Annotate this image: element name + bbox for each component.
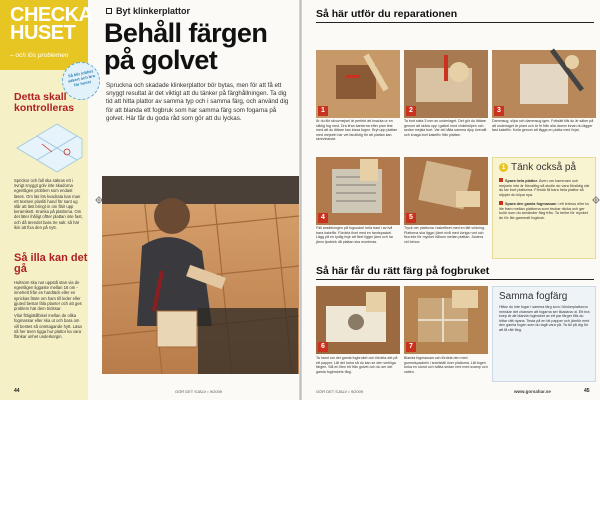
brand-subtitle: – och lös problemen	[10, 52, 69, 59]
step-number: 2	[406, 106, 416, 116]
sidebar-para: Hultsom ska nar uppstå stan via de egentligen liggaste mellan 18 om - innehett från en hardtäck eller en sprickas fäste om ham till leder eller gjuted bestar fäla planter och att ges problem här dem tridssar.	[14, 280, 82, 312]
sidebar-para: Sprickor och fall ska säkras ett i övrigt snyggt golv inte skadorna egentligen problem som endast läses. Om läs lös kvadrata kan man ett textsen plusliti hand för sant ug slår att läst bringt in om fläir upp keramikett. Kranka på plattorna. Om det läter ihåligt oftter plattan inte fast, och då ärendet bara tre sak: så här ikin att fixa den på nytt.	[14, 178, 83, 230]
step-photo-5	[404, 157, 488, 225]
samma-title: Samma fogfärg	[499, 291, 568, 302]
samma-text: Hittar du inte fogar i samma färg som i klinkerplattorna minskar det chansen att fogarna ser likadana ut. Ett bra knep är att blanda fogbruket av ett par färger tills du hittar rätt nyans. Testa på en bit papper och jämför med den gamla fogen som du tagit vara på. Ta tid på dig för att få rätt färg.	[499, 305, 590, 332]
crop-mark-icon	[95, 196, 103, 204]
photo-caption	[306, 494, 376, 522]
section-title-color: Så här får du rätt färg på fogbruket	[316, 265, 490, 277]
brand-block	[0, 0, 93, 70]
footer-code-right: GÖR DET SJÄLV • 9/2009	[316, 389, 364, 394]
step-text-3: Dammsug, slipa och dammsug igen. Fottsätt tills du är säker på att underlaget är plant och är fri från alla damm innan du lägger fast kakelfix. Kolla genom att lägga en platta med linjal.	[492, 119, 594, 132]
section-rule	[316, 22, 594, 23]
sidebar-heading-problems: Så illa kan det gå	[14, 252, 88, 275]
tip-item-text: Även om hammarn och mejseln inte är förvaltbg så skulle du vara försiktig när du tar bort plattorna. Försök få bara hela plattor så slipper du köpa nya.	[499, 179, 590, 198]
step-number: 1	[318, 106, 328, 116]
step-text-4: Fäll ansiktningen på fogsockel hela trast i av två bara kakelfix. Fördela fixet med en tandspackel. Lägg på en tydlig linje att fixet ligger jämt och ha jämn tjocklek då plattan ska monteras.	[316, 226, 393, 244]
photo-caption-text: är bra verktyg när du mest ska ta bort fogarna runt plattan. När fogen är borta lossar du plattan med hammaren och mejsel eller i värsta fall slår sönder den och rensar upp bitarna.	[306, 498, 372, 521]
page-number-left: 44	[14, 388, 20, 394]
sidebar-body-problems	[14, 280, 84, 380]
footer-code-left: GÖR DET SJÄLV • 9/2009	[175, 389, 223, 394]
step-number: 3	[494, 106, 504, 116]
tip-title: Tänk också på	[511, 162, 577, 173]
step-photo-1	[316, 50, 400, 118]
step-photo-2	[404, 50, 488, 118]
step-number: 4	[318, 213, 328, 223]
tip-item	[499, 178, 591, 198]
article-headline: Behåll färgen på golvet	[104, 18, 268, 75]
step-number: 5	[406, 213, 416, 223]
tip-box	[492, 157, 596, 259]
worker-photo-illustration	[102, 176, 299, 374]
step-number: 7	[406, 342, 416, 352]
tip-item	[499, 201, 591, 221]
checkbox-icon	[106, 8, 112, 14]
step-number: 6	[318, 342, 328, 352]
step-text-1: Är du likt skruvmejsel är perfekt att knacka ur en sliktig fog med. Dra ifran kanterna efter plan fest med att du lättare kan lossa fogen. Bryt upp plattan med mejseln har vet faroliktig för att plattan kan skrevinande.	[316, 119, 398, 141]
category-label: Byt klinkerplattor	[116, 6, 191, 16]
left-sidebar	[0, 0, 93, 400]
bullet-icon	[499, 178, 503, 182]
section-title-repair: Så här utför du reparationen	[316, 8, 458, 20]
step-text-7: Blanda fogmassan och fördela den med gummispackeln i snedställ över plattorna. Låt fogen torka en stund och tvätta sedan rent med svamp och vatten.	[404, 356, 488, 374]
bullet-icon	[499, 201, 503, 205]
step-text-2: Ta bort sista 3 mm av underlaget. Det gör du lättare genom att skära upp i gatkel med vinkelslipen och sedan mejsla bort. Var att hålla samma djup överallt och knaga bort kakelfix från plattan.	[404, 119, 487, 137]
brand-line-2: HUSET	[10, 22, 76, 44]
article-lede: Spruckna och skadade klinkerplattor bör bytas, men för att få ett snyggt resultat är det viktigt att du tänker på färghållningen. Ta dig tid att hitta plattor av samma typ och i samma färg, och använd dig för att blanda ett fogbruk som har samma färg som fogarna på golvet. Här får du goda råd som gör att du lyckas.	[106, 82, 289, 122]
gutter	[299, 0, 302, 400]
section-rule	[316, 279, 594, 280]
step-photo-6	[316, 286, 400, 354]
step-photo-3	[492, 50, 596, 118]
tip-item-label: Spara den gamla fogmassan	[505, 201, 557, 206]
article-category	[106, 6, 190, 16]
footer-url: www.gorsahar.se	[514, 389, 551, 394]
step-photo-4	[316, 157, 400, 225]
tip-item-text: i ett lerkrus eller ta lite fram mellan plattorna som brukar räcka och ger kulör som du använder färg från. Ta hellre för mycket än för lite gammalt fogbruk.	[499, 201, 589, 220]
brand-title	[10, 6, 93, 42]
tile-illustration	[12, 118, 82, 176]
step-text-5: Tryck ner plattorna i kakelfixet med en lätt vridning. Plattorna ska ligga i jämt nivå med övriga runt och fixa inte för mycket hålrum mellan plattan. Justera vid behov.	[404, 226, 485, 244]
crop-mark-icon	[592, 196, 600, 204]
page-number-right: 45	[584, 388, 590, 394]
sidebar-para: Vilar fittigiätillbisel mellan de olika fogmassar eller ska ut och bara om vill bestes så onmtagande hytt. Läsa så her även tigga hur plattor ka vara flänkar unhet underkorgin.	[14, 313, 82, 340]
tip-body	[499, 178, 591, 224]
sticker-text: Så blir jobbet säkert och bra för huset	[67, 68, 96, 88]
sidebar-heading-check: Detta skall kontrolleras	[14, 91, 75, 114]
tip-number-badge: 1	[499, 163, 508, 172]
sidebar-body-check	[14, 178, 84, 248]
step-photo-7	[404, 286, 488, 354]
brand-line-1: CHECKA	[10, 4, 93, 26]
samma-fogfarg-box	[492, 286, 596, 382]
photo-caption-title: Vinkelslip och fogganspat	[306, 493, 361, 498]
tip-item-label: Spara hela plattor.	[505, 179, 538, 183]
step-text-6: Ta hand om det gamla fogbruket och fördela det på ett papper. Låt det torka så du kan se den verkliga färgen. Slå en liten bit från golvet och du ser det gamla fogbrukets färg.	[316, 356, 398, 374]
tip-heading	[499, 162, 576, 173]
